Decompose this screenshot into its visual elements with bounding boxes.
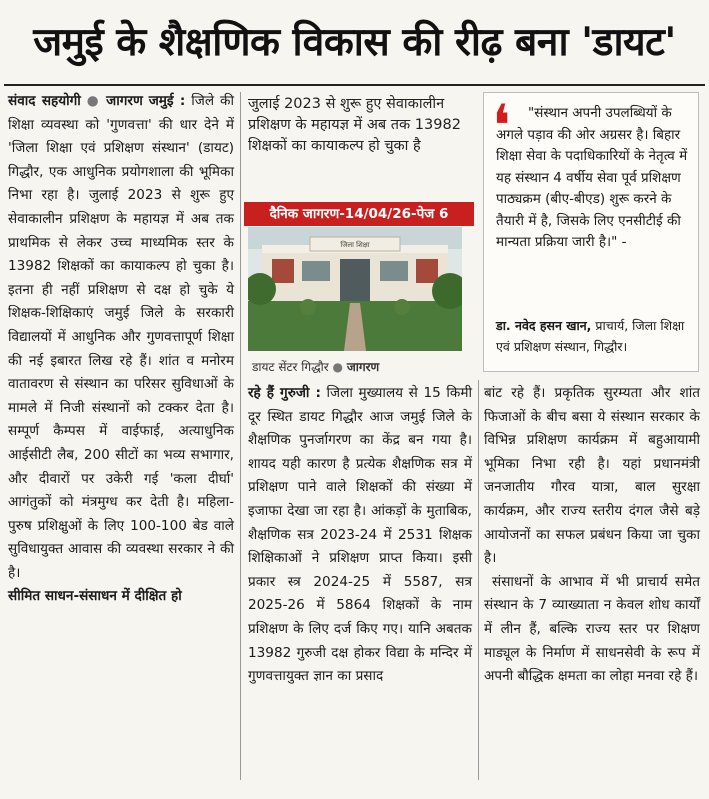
column-2 [248, 382, 472, 689]
building-sign: जिला शिक्षा [340, 241, 370, 249]
quote-attribution: डा. नवेद हसन खान, प्राचार्य, जिला शिक्षा एवं प्रशिक्षण संस्थान, गिद्धौर। [496, 318, 685, 354]
column-2-lead: रहे हैं गुरुजी : [248, 385, 321, 401]
quote-text: "संस्थान अपनी उपलब्धियों के अगले पड़ाव की ओर अग्रसर है। बिहार शिक्षा सेवा के पदाधिकारियों के नेतृत्व में यह संस्थान 4 वर्षीय सेवा पूर्व प्रशिक्षण पाठ्यक्रम (बीए-बीएड) शुरू करने के तैयारी में है, जिसके लिए एनसीटीई की मान्यता प्रक्रिया जारी है।" - [496, 105, 688, 250]
column-1-body [8, 90, 234, 585]
column-1-text: जिले की शिक्षा व्यवस्था को 'गुणवत्ता' की धार देने में 'जिला शिक्षा एवं प्रशिक्षण संस्थान' (डायट) गिद्धौर, एक आधुनिक प्रयोगशाला की भूमिका निभा रहा है। जुलाई 2023 से शुरू हुए सेवाकालीन प्रशिक्षण के महायज्ञ में अब तक प्राथमिक से लेकर उच्च माध्यमिक स्तर के 13982 शिक्षकों का कायाकल्प हो चुका है। इतना ही नहीं प्रशिक्षण से दक्ष हो चुके ये शिक्षक-शिक्षिकाएं जमुई जिले के सरकारी विद्यालयों में आधुनिक और गुणवत्तापूर्ण शिक्षा की नई इबारत लिख रहे हैं। शांत व मनोरम वातावरण से संस्थान का परिसर सुविधाओं के मामले में निजी संस्थानों को टक्कर देता है। सम्पूर्ण कैम्पस में वाईफाई, अत्याधुनिक आईसीटी लैब, 200 सीटों का भव्य सभागार, और दीवारों पर उकेरी गई 'कला दीर्घा' आगंतुकों को मंत्रमुग्ध कर देती है। महिला-पुरुष प्रशिक्षुओं के लिए 100-100 बेड वाले सुविधायुक्त आवास की व्यवस्था सरकार ने की है। [8, 93, 234, 581]
quote-box [483, 92, 699, 372]
date-stamp: दैनिक जागरण-14/04/26-पेज 6 [244, 202, 474, 226]
photo-caption: डायट सेंटर गिद्धौर ● जागरण [252, 360, 380, 374]
column-2-text: जिला मुख्यालय से 15 किमी दूर स्थित डायट गिद्धौर आज जमुई जिले के शैक्षणिक पुनर्जागरण का केंद्र बन गया है। शायद यही कारण है प्रत्येक शैक्षणिक सत्र में प्रशिक्षण पाने वाले शिक्षकों की संख्या में इजाफा देखा जा रहा है। आंकड़ों के मुताबिक, शैक्षणिक सत्र 2023-24 में 2531 शिक्षक शिक्षिकाओं ने प्रशिक्षण प्राप्त किया। इसी प्रकार स्त्र 2024-25 में 5587, सत्र 2025-26 में 5864 शिक्षकों के नाम प्रशिक्षण के लिए दर्ज किए गए। यानि अबतक 13982 गुरुजी दक्ष होकर विद्या के मन्दिर में गुणवत्तायुक्त ज्ञान का प्रसाद [248, 385, 472, 685]
subheadline: जुलाई 2023 से शुरू हुए सेवाकालीन प्रशिक्षण के महायज्ञ में अब तक 13982 शिक्षकों का कायाकल्प हो चुका है [248, 96, 461, 154]
quote-mark-icon: ❛ [492, 92, 511, 160]
column-3 [484, 382, 700, 689]
headline-rule [4, 84, 705, 86]
column-1-subhead: सीमित साधन-संसाधन में दीक्षित हो [8, 588, 182, 605]
column-2-body [248, 382, 472, 689]
column-3-para-1: बांट रहे हैं। प्रकृतिक सुरम्यता और शांत फिजाओं के बीच बसा ये संस्थान सरकार के विभिन्न प्रशिक्षण कार्यक्रम में बहुआयामी भूमिका निभा रही है। यहां प्रधानमंत्री जनजातीय गौरव यात्रा, बाल सुरक्षा कार्यक्रम, और राज्य स्तरीय दंगल जैसे बड़े आयोजनों का सफल प्रबंधन किया जा चुका है। [484, 385, 700, 567]
byline: संवाद सहयोगी ● जागरण जमुई : [8, 93, 186, 109]
column-3-para-2: संसाधनों के आभाव में भी प्राचार्य समेत संस्थान के 7 व्याख्याता न केवल शोध कार्यों में लीन हैं, बल्कि राज्य स्तर पर शिक्षण माड्यूल के निर्माण में साधनसेवी के रूप में अपनी बौद्धिक क्षमता का लोहा मनवा रहे हैं। [484, 573, 700, 685]
column-divider [478, 380, 479, 780]
diet-building-photo [248, 227, 462, 351]
column-1 [8, 90, 234, 609]
headline: जमुई के शैक्षणिक विकास की रीढ़ बना 'डायट' [33, 19, 676, 65]
column-divider [240, 92, 241, 780]
